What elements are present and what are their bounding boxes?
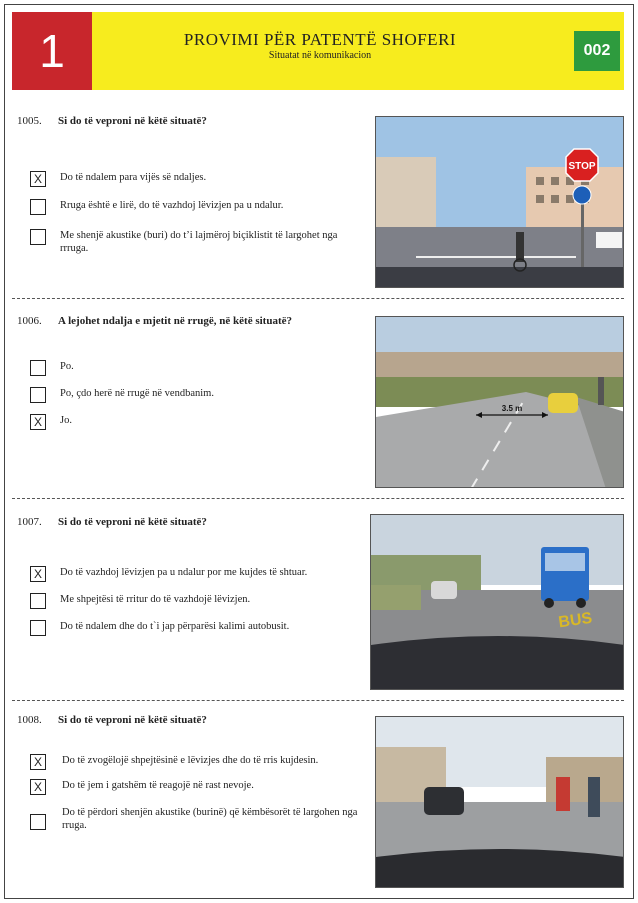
answer-option[interactable] [30, 754, 372, 770]
question-number: 1006. [17, 315, 42, 327]
question-text: A lejohet ndalja e mjetit në rrugë, në këtë situatë? [58, 315, 293, 327]
question-number: 1008. [17, 714, 42, 726]
answer-text: Po. [60, 361, 74, 372]
answer-checkbox[interactable] [30, 360, 46, 376]
answer-option[interactable] [30, 566, 370, 582]
answer-text: Jo. [60, 415, 72, 426]
answer-checkbox[interactable] [30, 199, 46, 215]
answer-checkbox[interactable] [30, 620, 46, 636]
answer-option[interactable] [30, 593, 360, 609]
answer-checkbox[interactable] [30, 229, 46, 245]
answer-option[interactable] [30, 387, 360, 403]
answer-option[interactable] [30, 229, 360, 255]
answer-option[interactable] [30, 806, 362, 832]
question-separator [12, 700, 624, 701]
question-separator [12, 498, 624, 499]
question-text: Si do të veproni në këtë situatë? [58, 115, 207, 127]
answer-checkbox[interactable] [30, 387, 46, 403]
question-text: Si do të veproni në këtë situatë? [58, 516, 207, 528]
answer-text: Do të ndalem para vijës së ndaljes. [60, 172, 207, 183]
answer-text: Po, çdo herë në rrugë në vendbanim. [60, 388, 214, 399]
bus-road-marking: BUS [557, 609, 594, 632]
answer-option[interactable] [30, 171, 360, 187]
answer-text: Do të zvogëlojë shpejtësinë e lëvizjes dhe do të rris kujdesin. [62, 755, 319, 766]
answer-option[interactable] [30, 620, 360, 636]
page-subtitle: Situatat në komunikacion [268, 50, 372, 61]
answer-checkbox[interactable]: X [30, 566, 46, 582]
stop-sign-text: STOP [568, 161, 596, 172]
answer-option[interactable] [30, 199, 360, 215]
distance-label: 3.5 m [501, 404, 523, 413]
answer-text: Do të ndalem dhe do t`i jap përparësi kalimi autobusit. [60, 621, 290, 632]
answer-option[interactable] [30, 414, 360, 430]
question-number: 1007. [17, 516, 42, 528]
question-separator [12, 298, 624, 299]
answer-text: Do të vazhdoj lëvizjen pa u ndalur por me kujdes të shtuar. [60, 567, 308, 578]
situation-photo [375, 316, 624, 488]
answer-checkbox[interactable]: X [30, 171, 46, 187]
answer-text: Me shenjë akustike (buri) do t’i lajmëroj biçiklistit të largohet nga rrruga. [60, 230, 338, 254]
question-number: 1005. [17, 115, 42, 127]
situation-photo [370, 514, 624, 690]
answer-text: Rruga është e lirë, do të vazhdoj lëvizjen pa u ndalur. [60, 200, 284, 211]
section-number: 1 [12, 12, 92, 90]
situation-photo [375, 716, 624, 888]
answer-checkbox[interactable]: X [30, 754, 46, 770]
answer-checkbox[interactable] [30, 593, 46, 609]
answer-checkbox[interactable]: X [30, 414, 46, 430]
question-text: Si do të veproni në këtë situatë? [58, 714, 207, 726]
answer-text: Do të përdori shenjën akustike (burinë) që këmbësorët të largohen nga rruga. [62, 807, 358, 831]
answer-checkbox[interactable]: X [30, 779, 46, 795]
answer-checkbox[interactable] [30, 814, 46, 830]
header-banner [12, 12, 624, 90]
answer-text: Do të jem i gatshëm të reagojë në rast nevoje. [62, 780, 254, 791]
page-code: 002 [574, 31, 620, 71]
situation-photo [375, 116, 624, 288]
answer-option[interactable] [30, 360, 360, 376]
page-title: PROVIMI PËR PATENTË SHOFERI [183, 30, 457, 49]
answer-option[interactable] [30, 779, 362, 795]
answer-text: Me shpejtësi të rritur do të vazhdojë lëvizjen. [60, 594, 251, 605]
